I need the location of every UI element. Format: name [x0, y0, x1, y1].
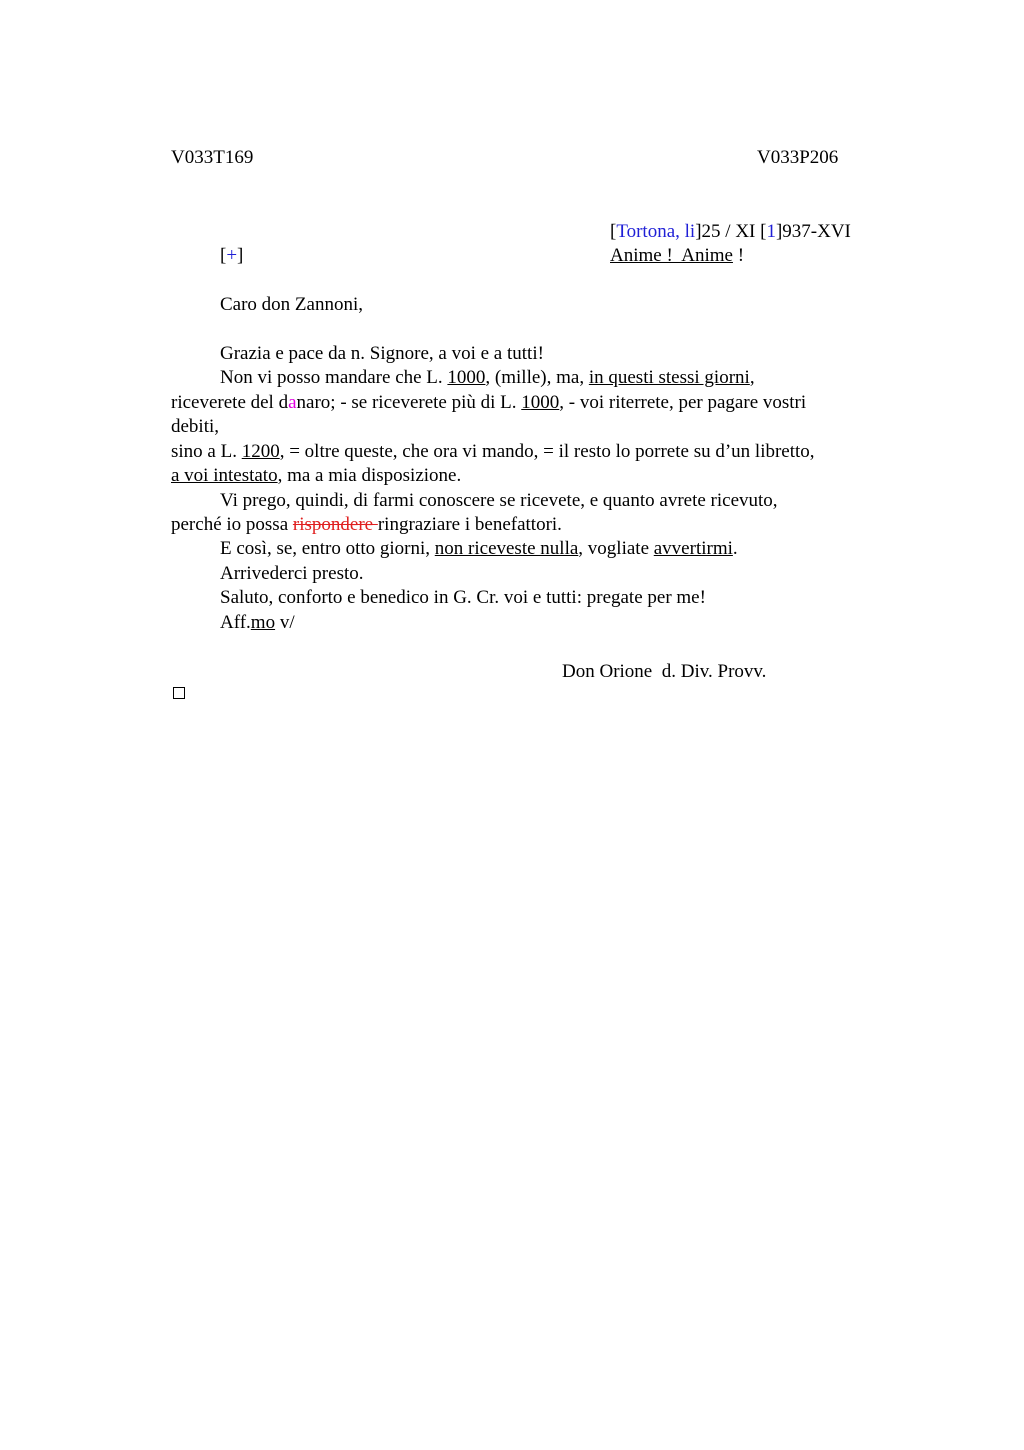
- text-run: riceverete del d: [171, 392, 289, 413]
- end-marker-box-icon: [173, 687, 185, 699]
- salutation: Caro don Zannoni,: [220, 294, 364, 315]
- body-line-4: debiti,: [171, 416, 220, 437]
- dateline-date-part1: 25 / XI [: [701, 221, 767, 242]
- body-line-10: Arrivederci presto.: [220, 563, 364, 584]
- body-line-11: Saluto, conforto e benedico in G. Cr. voi e tutti: pregate per me!: [220, 587, 706, 608]
- dateline-open-bracket: [: [610, 221, 617, 242]
- text-run: , = oltre queste, che ora vi mando, = il resto lo porrete su d’un libretto,: [279, 441, 815, 462]
- dateline-place: Tortona, li: [616, 221, 696, 242]
- text-run: Non vi posso mandare che L.: [220, 367, 448, 388]
- text-run: ringraziare i benefattori.: [377, 514, 562, 535]
- cross-symbol: +: [226, 245, 238, 266]
- struck-word: rispondere: [292, 514, 378, 535]
- underlined-phrase: in questi stessi giorni: [588, 367, 750, 388]
- underlined-amount: 1000: [447, 367, 486, 388]
- body-line-12: [220, 611, 295, 635]
- motto: [610, 244, 744, 268]
- dateline: [610, 220, 851, 244]
- document-code-right: V033P206: [757, 147, 839, 168]
- text-run: naro; - se riceverete più di L.: [296, 392, 522, 413]
- body-line-3: [171, 391, 806, 415]
- underlined-phrase: non riceveste nulla: [434, 538, 579, 559]
- body-line-6: [171, 464, 461, 488]
- cross-mark: [220, 244, 243, 268]
- dateline-close-bracket: ]: [695, 221, 702, 242]
- text-run: .: [732, 538, 738, 559]
- body-line-2: [220, 366, 755, 390]
- motto-suffix: !: [732, 245, 745, 266]
- inserted-letter: a: [288, 392, 297, 413]
- text-run: Aff.: [220, 612, 251, 633]
- text-run: , (mille), ma,: [485, 367, 589, 388]
- text-run: v/: [275, 612, 295, 633]
- text-run: ,: [749, 367, 755, 388]
- underlined-amount: 1200: [241, 441, 280, 462]
- document-code-left: V033T169: [171, 147, 254, 168]
- cross-close: ]: [237, 245, 244, 266]
- text-run: , ma a mia disposizione.: [277, 465, 462, 486]
- text-run: , vogliate: [578, 538, 654, 559]
- underlined-phrase: a voi intestato: [171, 465, 278, 486]
- body-line-5: [171, 440, 815, 464]
- body-line-8: [171, 513, 562, 537]
- body-line-1: Grazia e pace da n. Signore, a voi e a tutti!: [220, 343, 544, 364]
- text-run: perché io possa: [171, 514, 293, 535]
- body-line-9: [220, 537, 738, 561]
- dateline-year-digit: 1: [766, 221, 776, 242]
- dateline-date-part2: ]937-XVI: [775, 221, 851, 242]
- underlined-amount: 1000: [521, 392, 560, 413]
- body-line-7: Vi prego, quindi, di farmi conoscere se ricevete, e quanto avrete ricevuto,: [220, 490, 778, 511]
- underlined-abbrev: mo: [250, 612, 276, 633]
- signature: Don Orione d. Div. Provv.: [562, 661, 767, 682]
- text-run: E così, se, entro otto giorni,: [220, 538, 435, 559]
- motto-text: Anime ! Anime: [610, 245, 733, 266]
- text-run: , - voi riterrete, per pagare vostri: [559, 392, 807, 413]
- text-run: sino a L.: [171, 441, 242, 462]
- underlined-phrase: avvertirmi: [653, 538, 733, 559]
- cross-open: [: [220, 245, 227, 266]
